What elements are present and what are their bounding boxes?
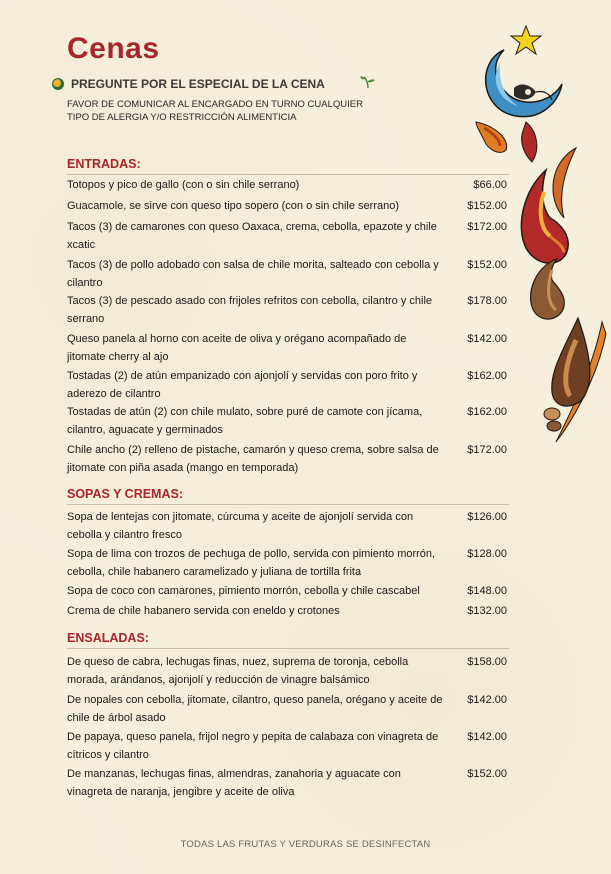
menu-item: [67, 546, 507, 581]
item-description: Tacos (3) de camarones con queso Oaxaca, crema, cebolla, epazote y chile xcatic: [67, 221, 437, 251]
item-description: Sopa de lentejas con jitomate, cúrcuma y aceite de ajonjolí servida con cebolla y cilantro fresco: [67, 511, 414, 541]
menu-item: [67, 331, 507, 366]
item-price: $142.00: [467, 333, 507, 345]
item-description: Tostadas de atún (2) con chile mulato, sobre puré de camote con jícama, cilantro, aguacate y germinados: [67, 406, 423, 436]
menu-item: [67, 603, 507, 621]
menu-item: [67, 368, 507, 403]
item-description: De papaya, queso panela, frijol negro y pepita de calabaza con vinagreta de cítricos y cilantro: [67, 731, 439, 761]
bean-shape: [544, 408, 560, 420]
leaf-sprig-icon: [359, 73, 377, 89]
item-price: $152.00: [467, 768, 507, 780]
item-price: $66.00: [473, 179, 507, 191]
section-divider: [67, 504, 509, 505]
bean-shape: [547, 421, 561, 431]
item-price: $152.00: [467, 259, 507, 271]
menu-item: [67, 766, 507, 801]
item-description: Crema de chile habanero servida con eneldo y crotones: [67, 605, 340, 617]
item-description: Tacos (3) de pescado asado con frijoles refritos con cebolla, cilantro y chile serrano: [67, 295, 433, 325]
menu-item: [67, 198, 507, 216]
item-description: De nopales con cebolla, jitomate, cilantro, queso panela, orégano y aceite de chile de árbol asado: [67, 694, 443, 724]
bullet-icon: [52, 78, 64, 90]
allergy-notice: FAVOR DE COMUNICAR AL ENCARGADO EN TURNO CUALQUIER TIPO DE ALERGIA Y/O RESTRICCIÓN ALIMENTICIA: [67, 99, 363, 123]
item-description: De queso de cabra, lechugas finas, nuez, suprema de toronja, cebolla morada, arándanos, ajonjolí y reducción de vinagre balsámico: [67, 656, 409, 686]
menu-item: [67, 692, 507, 727]
menu-item: [67, 442, 507, 477]
item-description: Queso panela al horno con aceite de oliva y orégano acompañado de jitomate cherry al ajo: [67, 333, 407, 363]
section-divider: [67, 648, 509, 649]
section-title-ensaladas: ENSALADAS:: [67, 631, 149, 645]
star-icon: [511, 26, 541, 54]
item-price: $142.00: [467, 731, 507, 743]
item-description: De manzanas, lechugas finas, almendras, zanahoria y aguacate con vinagreta de naranja, jengibre y aceite de oliva: [67, 768, 401, 798]
footer-note: TODAS LAS FRUTAS Y VERDURAS SE DESINFECTAN: [180, 839, 431, 850]
menu-item: [67, 509, 507, 544]
item-price: $148.00: [467, 585, 507, 597]
paisley-orange-small: [476, 122, 507, 152]
menu-item: [67, 583, 507, 601]
item-price: $132.00: [467, 605, 507, 617]
item-price: $162.00: [467, 370, 507, 382]
item-price: $128.00: [467, 548, 507, 560]
section-divider: [67, 174, 509, 175]
item-price: $172.00: [467, 221, 507, 233]
menu-item: [67, 177, 507, 195]
menu-item: [67, 729, 507, 764]
special-note: [52, 77, 325, 91]
item-price: $162.00: [467, 406, 507, 418]
section-title-entradas: ENTRADAS:: [67, 157, 141, 171]
page-title: Cenas: [67, 32, 160, 65]
menu-item: [67, 654, 507, 689]
menu-item: [67, 257, 507, 292]
item-price: $178.00: [467, 295, 507, 307]
paisley-red-small: [522, 122, 537, 162]
item-price: $158.00: [467, 656, 507, 668]
item-description: Sopa de lima con trozos de pechuga de pollo, servida con pimiento morrón, cebolla, chile habanero caramelizado y juliana de tortilla frita: [67, 548, 436, 578]
paisley-red-right: [553, 148, 576, 218]
item-price: $142.00: [467, 694, 507, 706]
decorative-moon-paisley-art: [466, 22, 611, 482]
item-description: Totopos y pico de gallo (con o sin chile serrano): [67, 179, 300, 191]
special-text: PREGUNTE POR EL ESPECIAL DE LA CENA: [71, 77, 325, 91]
item-description: Tostadas (2) de atún empanizado con ajonjolí y servidas con poro frito y aderezo de cilantro: [67, 370, 418, 400]
item-description: Sopa de coco con camarones, pimiento morrón, cebolla y chile cascabel: [67, 585, 420, 597]
menu-item: [67, 293, 507, 328]
menu-item: [67, 219, 507, 254]
section-title-sopas: SOPAS Y CREMAS:: [67, 487, 183, 501]
item-description: Tacos (3) de pollo adobado con salsa de chile morita, salteado con cebolla y cilantro: [67, 259, 439, 289]
item-description: Guacamole, se sirve con queso tipo sopero (con o sin chile serrano): [67, 200, 400, 212]
menu-item: [67, 404, 507, 439]
item-price: $152.00: [467, 200, 507, 212]
item-description: Chile ancho (2) relleno de pistache, camarón y queso crema, sobre salsa de jitomate con piña asada (mango en temporada): [67, 444, 439, 474]
item-price: $126.00: [467, 511, 507, 523]
item-price: $172.00: [467, 444, 507, 456]
